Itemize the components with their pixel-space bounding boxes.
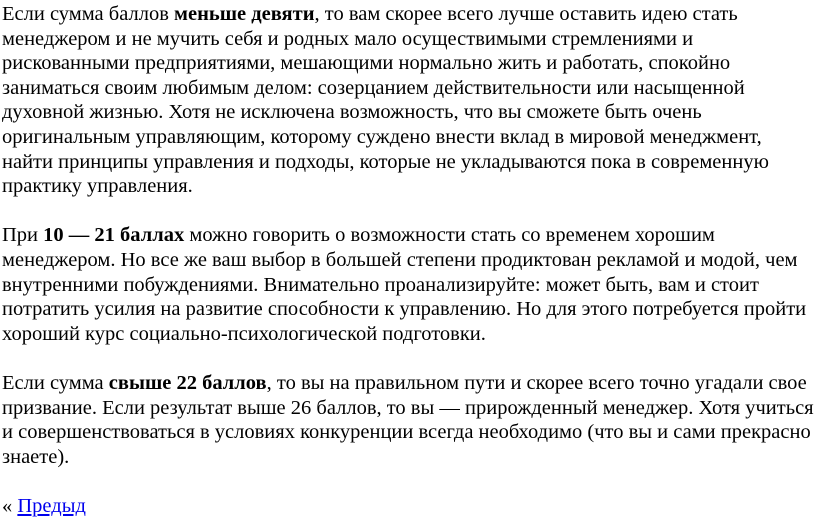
- paragraph-text: Если сумма: [2, 371, 109, 394]
- previous-page-link[interactable]: Предыд: [17, 494, 86, 517]
- paragraph-text: При: [2, 224, 44, 247]
- paragraph-text: , то вам скорее всего лучше оставить идею стать менеджером и не мучить себя и родных мало осуществимыми стремлениями и рискованными предприятиями, мешающими нормально жить и работать, спокойно заниматься своим любимым делом: созерцанием действительности или насыщенной духовной жизнью. Хотя не исключена возможность, что вы сможете быть очень оригинальным управляющим, которому суждено внести вклад в мировой менеджмент, найти принципы управления и подходы, которые не укладываются пока в современную практику управления.: [2, 3, 769, 198]
- paragraph-less-than-nine: [2, 2, 814, 199]
- paragraph-emphasis: свыше 22 баллов: [108, 371, 267, 394]
- paragraph-text: Если сумма баллов: [2, 3, 175, 25]
- paragraph-text: , то вы на правильном пути и скорее всего точно угадали свое призвание. Если результат выше 26 баллов, то вы — прирожденный менеджер. Хотя учиться и совершенствоваться в условиях конкуренции всегда необходимо (что вы и сами прекрасно знаете).: [2, 371, 814, 468]
- previous-arrow: «: [2, 494, 18, 517]
- paragraph-over-twenty-two: [2, 371, 814, 469]
- paragraph-ten-to-twenty-one: [2, 223, 814, 346]
- paragraph-text: можно говорить о возможности стать со временем хорошим менеджером. Но все же ваш выбор в большей степени продиктован рекламой и модой, чем внутренними побуждениями. Внимательно проанализируйте: может быть, вам и стоит потратить усилия на развитие способности к управлению. Но для этого потребуется пройти хороший курс социально-психологической подготовки.: [2, 224, 807, 345]
- pagination-nav: [2, 494, 814, 519]
- paragraph-emphasis: меньше девяти: [174, 3, 315, 25]
- paragraph-emphasis: 10 — 21 баллах: [43, 224, 185, 247]
